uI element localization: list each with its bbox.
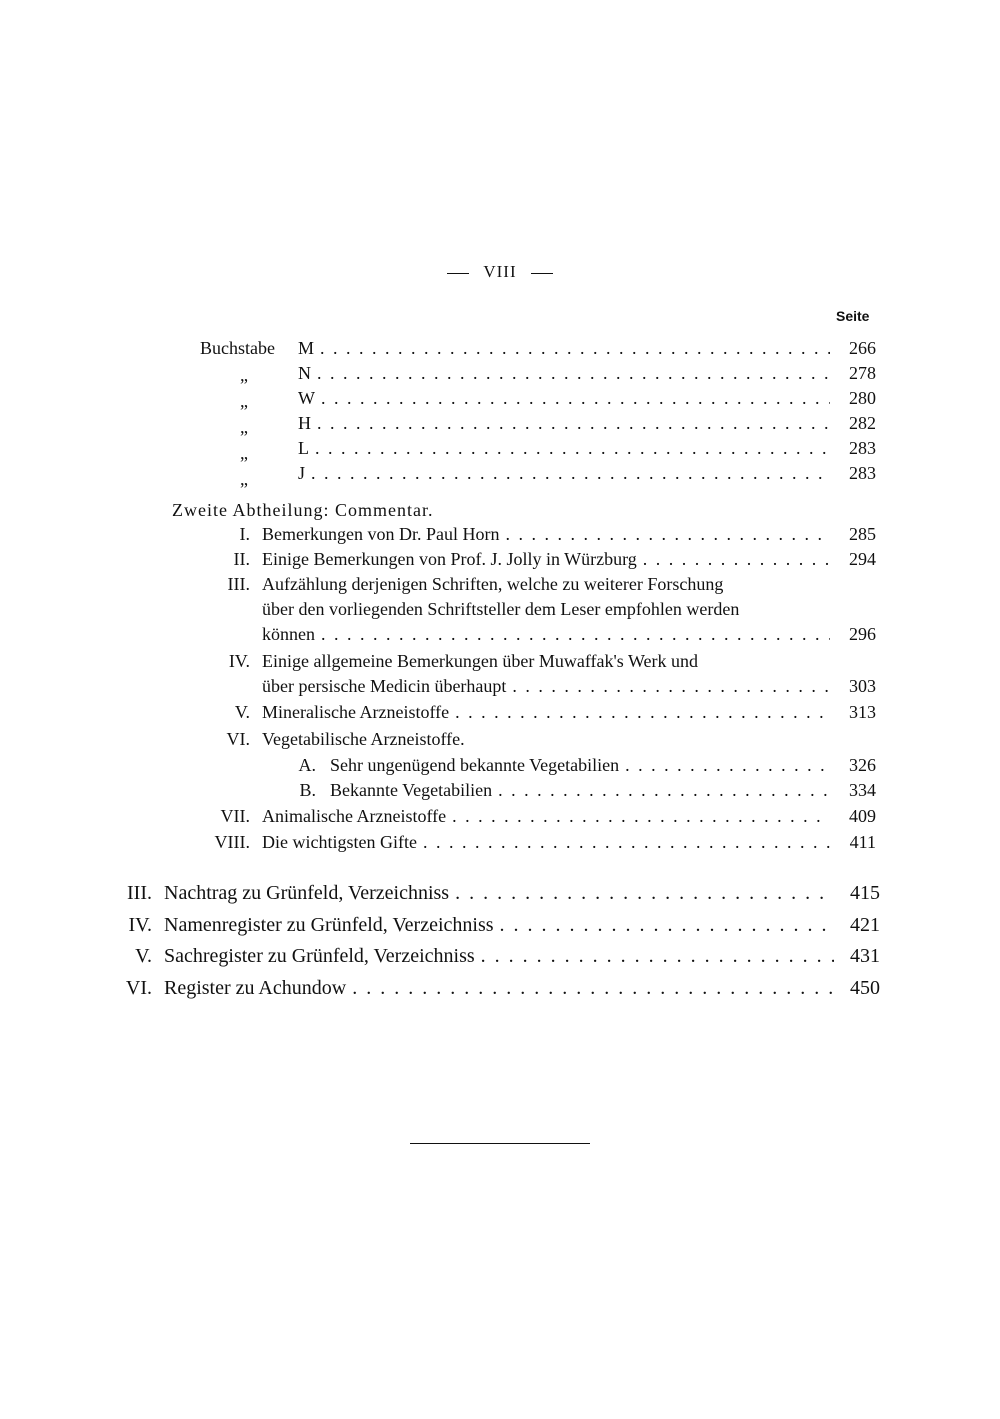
entry-title: Die wichtigsten Gifte xyxy=(262,832,417,852)
toc-entry xyxy=(164,945,880,968)
entry-number: III. xyxy=(227,574,250,594)
entry-number: V. xyxy=(135,945,152,967)
dot-leader xyxy=(321,624,830,645)
dot-leader xyxy=(455,702,830,723)
ditto-mark: „ xyxy=(240,417,248,437)
entry-number: IV. xyxy=(228,651,250,671)
entry-letter: H xyxy=(298,413,311,433)
dot-leader xyxy=(498,780,830,801)
toc-entry xyxy=(330,755,876,776)
toc-entry xyxy=(164,914,880,937)
dot-leader xyxy=(317,413,830,434)
entry-number: V. xyxy=(234,702,250,722)
entry-title-line: Einige allgemeine Bemerkungen über Muwaffak's Werk und xyxy=(262,651,698,671)
toc-entry-buchstabe-m xyxy=(298,338,876,359)
dot-leader xyxy=(505,524,830,545)
entry-number: I. xyxy=(239,524,250,544)
toc-entry xyxy=(262,832,876,853)
ditto-mark: „ xyxy=(240,469,248,489)
entry-page: 282 xyxy=(849,413,876,433)
entry-title: Vegetabilische Arzneistoffe. xyxy=(262,729,465,749)
entry-title: Sehr ungenügend bekannte Vegetabilien xyxy=(330,755,620,775)
entry-title: Bekannte Vegetabilien xyxy=(330,780,493,800)
dot-leader xyxy=(452,806,830,827)
entry-title-line: über den vorliegenden Schriftsteller dem Leser empfohlen werden xyxy=(262,599,740,619)
entry-page: 285 xyxy=(849,524,876,544)
entry-letter: W xyxy=(298,388,315,408)
dot-leader xyxy=(321,388,830,409)
header-dash-left xyxy=(447,273,469,274)
entry-title: Namenregister zu Grünfeld, Verzeichniss xyxy=(164,914,494,936)
dot-leader xyxy=(352,977,834,1000)
entry-page: 313 xyxy=(849,702,876,722)
entry-title: Register zu Achundow xyxy=(164,977,347,999)
seite-label: Seite xyxy=(836,308,870,324)
closing-rule xyxy=(410,1143,590,1144)
entry-page: 450 xyxy=(850,977,880,999)
entry-page: 266 xyxy=(849,338,876,358)
entry-page: 278 xyxy=(849,363,876,383)
entry-title: Einige Bemerkungen von Prof. J. Jolly in Würzburg xyxy=(262,549,637,569)
entry-number: VII. xyxy=(220,806,250,826)
page-number: VIII xyxy=(483,262,517,281)
dot-leader xyxy=(423,832,830,853)
entry-title: Sachregister zu Grünfeld, Verzeichniss xyxy=(164,945,475,967)
entry-page: 283 xyxy=(849,463,876,483)
dot-leader xyxy=(500,914,834,937)
toc-entry-buchstabe-n xyxy=(298,363,876,384)
entry-page: 326 xyxy=(849,755,876,775)
dot-leader xyxy=(455,882,834,905)
page-header xyxy=(0,262,1000,282)
dot-leader xyxy=(317,363,830,384)
toc-entry xyxy=(262,624,876,645)
dot-leader xyxy=(512,676,830,697)
toc-entry xyxy=(262,806,876,827)
entry-number: IV. xyxy=(128,914,152,936)
entry-number: VI. xyxy=(125,977,152,999)
entry-letter: N xyxy=(298,363,311,383)
dot-leader xyxy=(481,945,834,968)
dot-leader xyxy=(311,463,830,484)
entry-page: 415 xyxy=(850,882,880,904)
entry-page: 296 xyxy=(849,624,876,644)
entry-page: 431 xyxy=(850,945,880,967)
buchstabe-label: Buchstabe xyxy=(200,338,275,358)
entry-number: VIII. xyxy=(214,832,250,852)
toc-entry-buchstabe-h xyxy=(298,413,876,434)
entry-title-line: Aufzählung derjenigen Schriften, welche zu weiterer Forschung xyxy=(262,574,724,594)
entry-page: 421 xyxy=(850,914,880,936)
ditto-mark: „ xyxy=(240,443,248,463)
toc-entry xyxy=(262,676,876,697)
section-title: Zweite Abtheilung: Commentar. xyxy=(172,500,434,520)
entry-page: 294 xyxy=(849,549,876,569)
toc-entry xyxy=(262,549,876,570)
toc-entry-buchstabe-j xyxy=(298,463,876,484)
entry-page: 409 xyxy=(849,806,876,826)
entry-page: 303 xyxy=(849,676,876,696)
header-dash-right xyxy=(531,273,553,274)
entry-letter: J xyxy=(298,463,306,483)
dot-leader xyxy=(625,755,830,776)
entry-title: über persische Medicin überhaupt xyxy=(262,676,507,696)
toc-entry xyxy=(330,780,876,801)
entry-number: VI. xyxy=(226,729,250,749)
entry-page: 411 xyxy=(849,832,876,852)
entry-letter: M xyxy=(298,338,315,358)
toc-entry xyxy=(262,524,876,545)
dot-leader xyxy=(315,438,830,459)
toc-entry-buchstabe-w xyxy=(298,388,876,409)
entry-page: 283 xyxy=(849,438,876,458)
entry-page: 280 xyxy=(849,388,876,408)
entry-number: B. xyxy=(299,780,316,800)
dot-leader xyxy=(643,549,830,570)
entry-title: Bemerkungen von Dr. Paul Horn xyxy=(262,524,500,544)
toc-entry xyxy=(262,702,876,723)
entry-title: Nachtrag zu Grünfeld, Verzeichniss xyxy=(164,882,450,904)
entry-letter: L xyxy=(298,438,309,458)
toc-entry-buchstabe-l xyxy=(298,438,876,459)
entry-number: II. xyxy=(233,549,250,569)
dot-leader xyxy=(320,338,830,359)
entry-page: 334 xyxy=(849,780,876,800)
toc-entry xyxy=(164,977,880,1000)
entry-number: III. xyxy=(127,882,152,904)
entry-title: Mineralische Arzneistoffe xyxy=(262,702,450,722)
entry-title: Animalische Arzneistoffe xyxy=(262,806,447,826)
entry-number: A. xyxy=(298,755,316,775)
ditto-mark: „ xyxy=(240,365,248,385)
toc-entry xyxy=(164,882,880,905)
ditto-mark: „ xyxy=(240,391,248,411)
entry-title: können xyxy=(262,624,315,644)
